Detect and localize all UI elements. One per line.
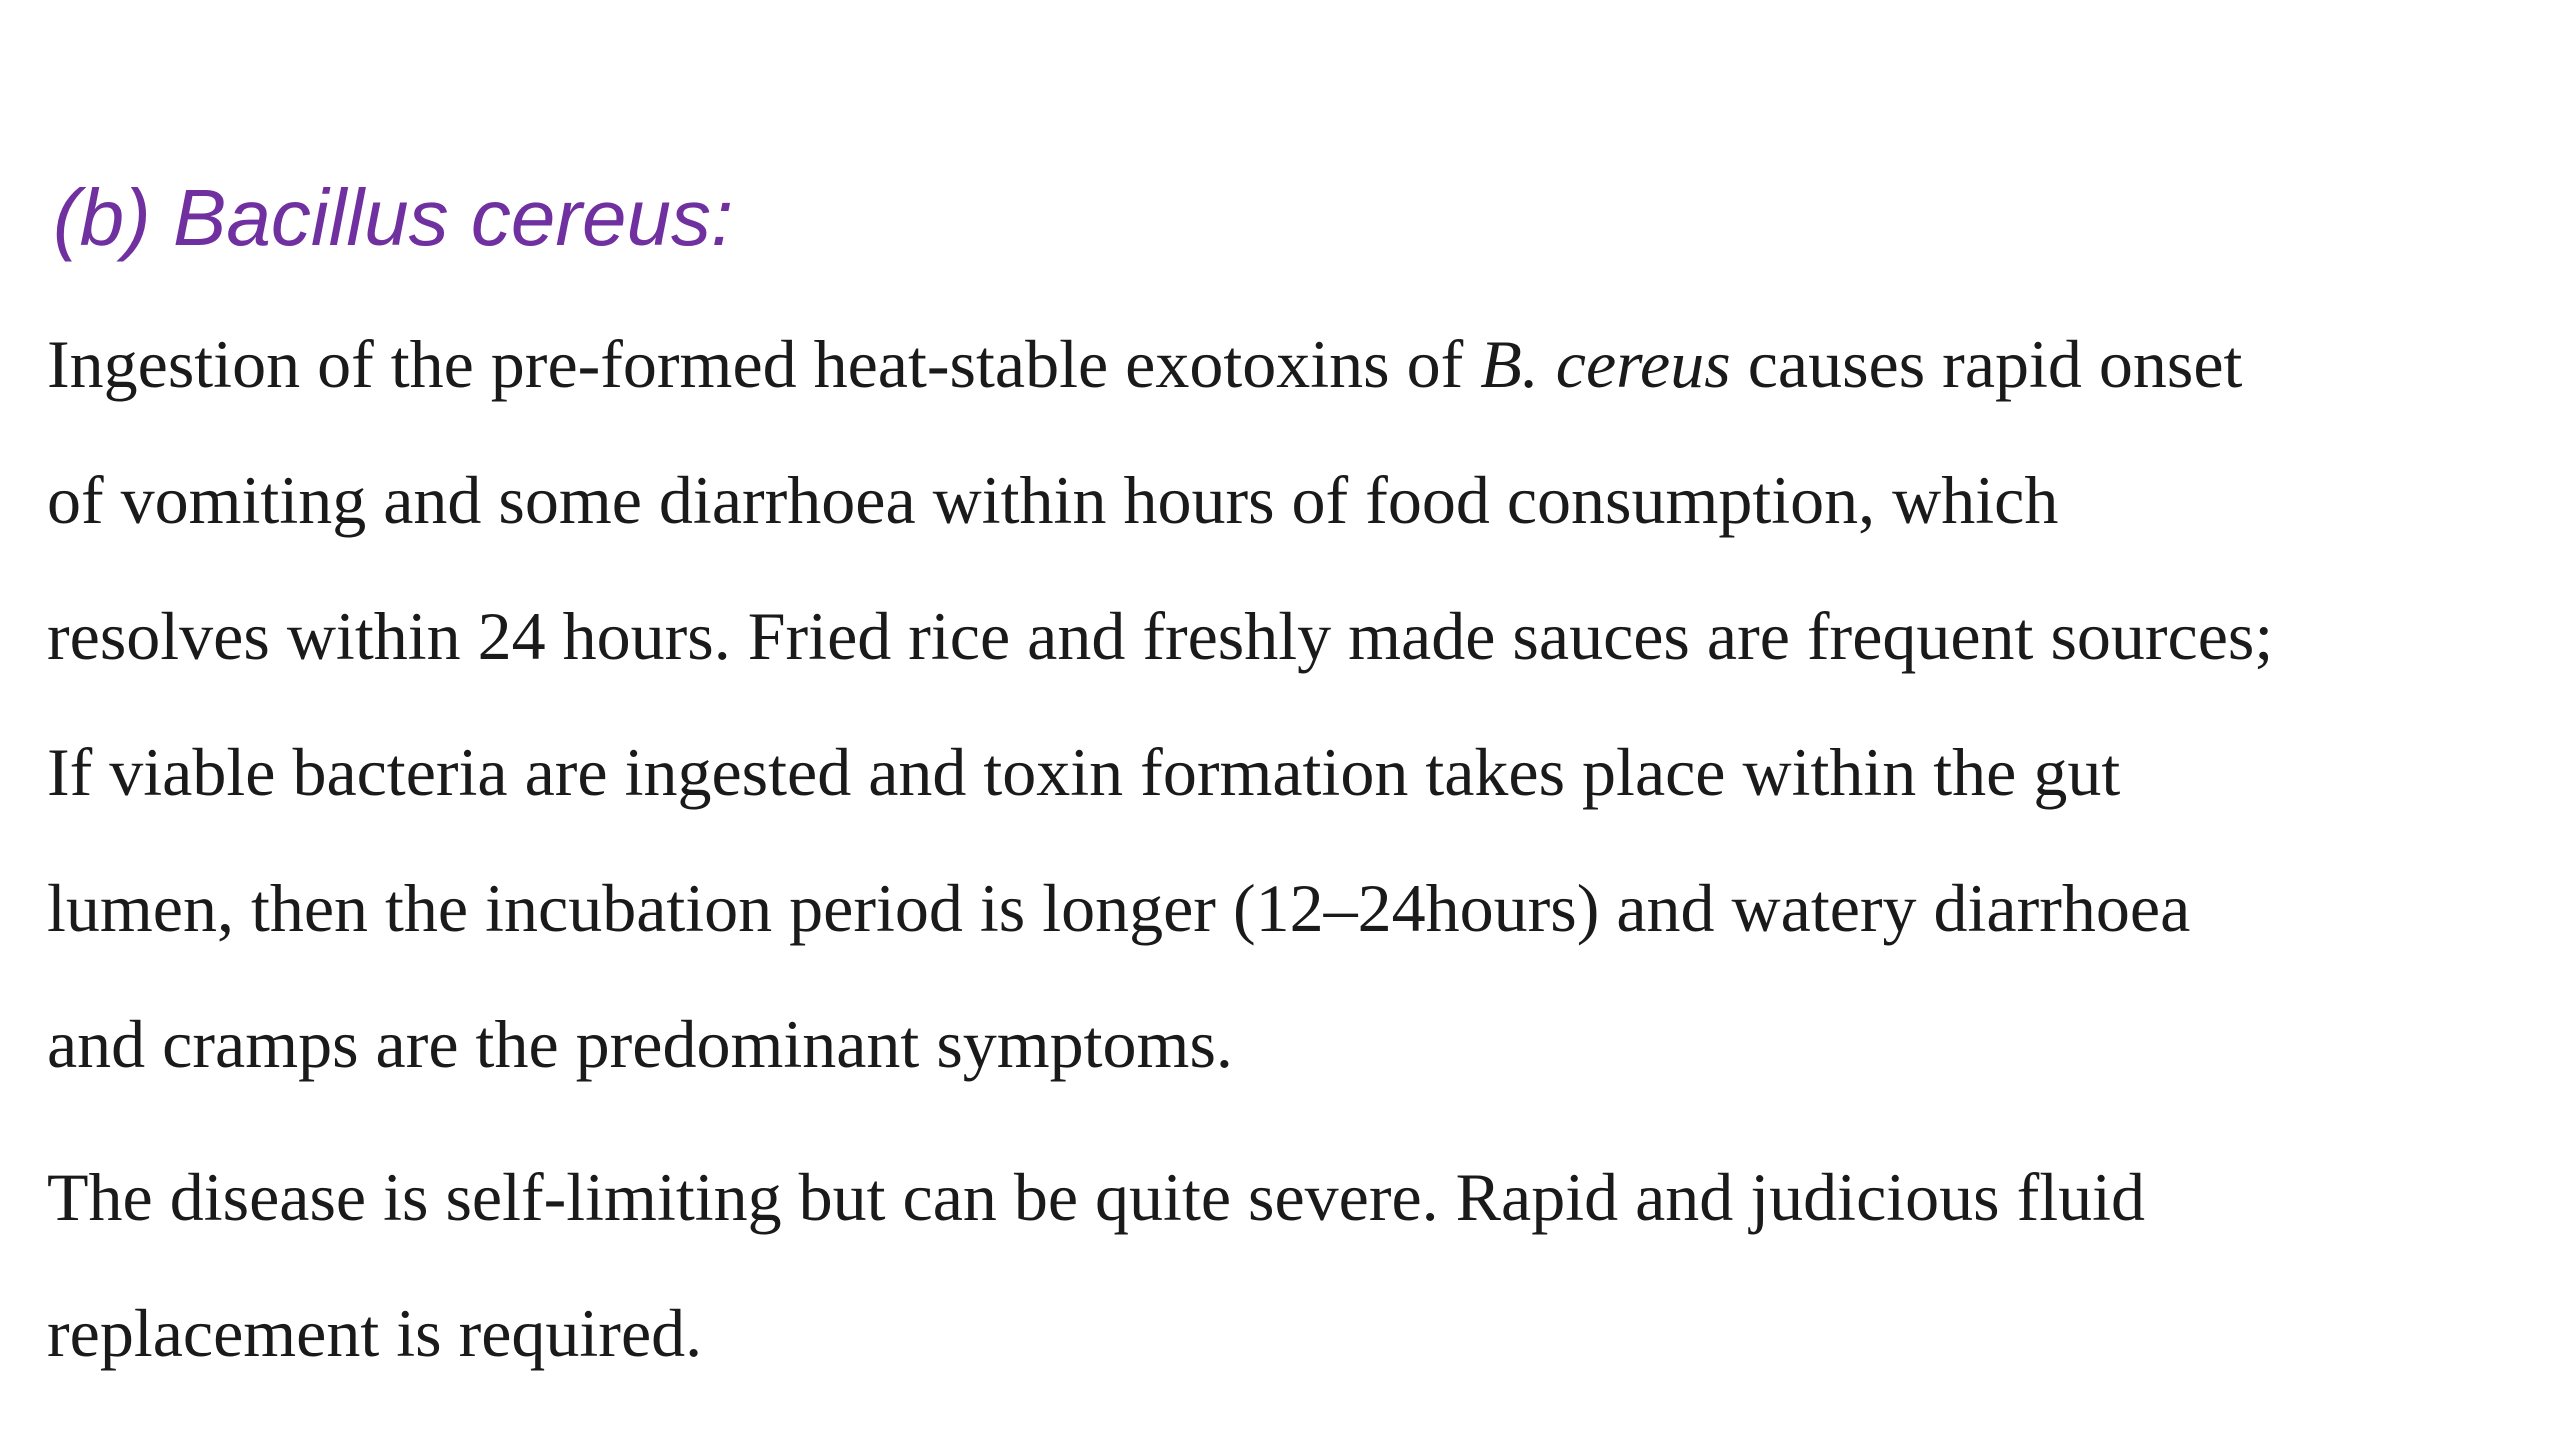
paragraph-treatment	[47, 1129, 2527, 1401]
paragraph-line: replacement is required.	[47, 1295, 703, 1371]
paragraph-line: resolves within 24 hours. Fried rice and freshly made sauces are frequent sources;	[47, 598, 2274, 674]
line-text: causes rapid onset	[1730, 326, 2243, 402]
paragraph-line: lumen, then the incubation period is longer (12–24hours) and watery diarrhoea	[47, 870, 2191, 946]
paragraph-line: The disease is self-limiting but can be quite severe. Rapid and judicious fluid	[47, 1159, 2146, 1235]
section-heading: (b) Bacillus cereus:	[53, 173, 734, 262]
paragraph-symptoms	[47, 296, 2527, 1112]
organism-name-italic: B. cereus	[1480, 326, 1731, 402]
paragraph-line: If viable bacteria are ingested and toxin formation takes place within the gut	[47, 734, 2121, 810]
paragraph-line	[47, 296, 2527, 432]
line-text: Ingestion of the pre-formed heat-stable exotoxins of	[47, 326, 1481, 402]
paragraph-line: of vomiting and some diarrhoea within hours of food consumption, which	[47, 462, 2059, 538]
paragraph-line: and cramps are the predominant symptoms.	[47, 1006, 1233, 1082]
